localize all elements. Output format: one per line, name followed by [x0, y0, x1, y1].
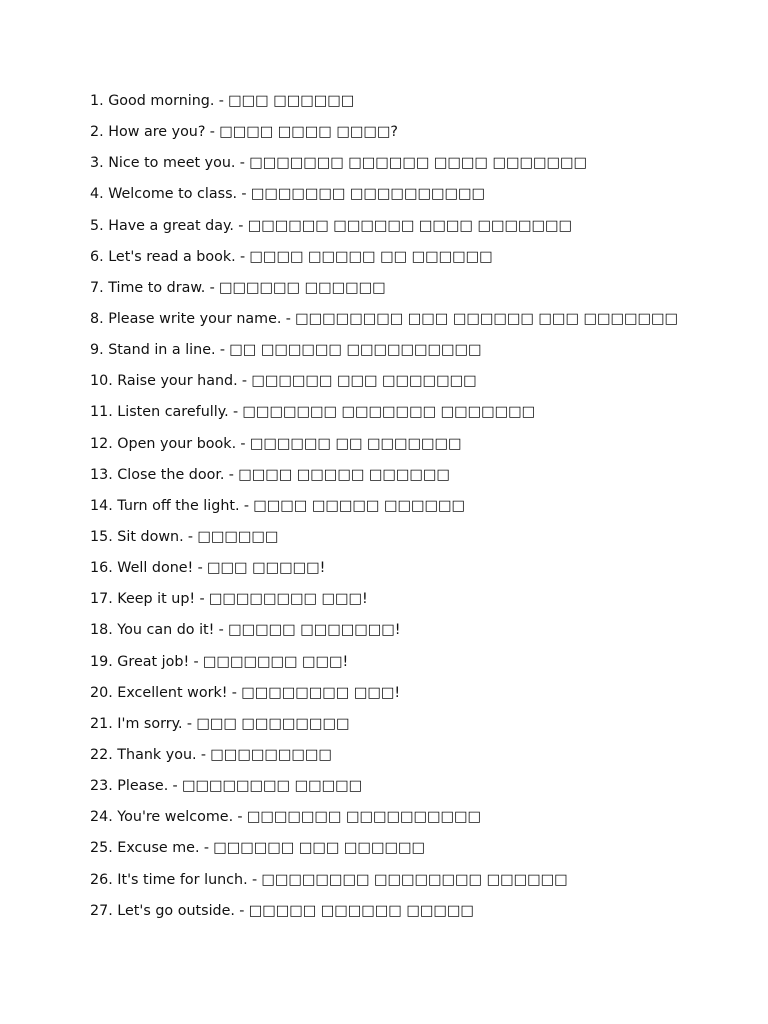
- phrase-separator: -: [219, 342, 226, 359]
- phrase-number: 14.: [90, 497, 113, 514]
- phrase-number: 15.: [90, 528, 113, 545]
- phrase-number: 27.: [90, 902, 113, 919]
- phrase-line: [90, 465, 750, 496]
- phrase-separator: -: [172, 778, 178, 795]
- phrase-line: [90, 807, 750, 838]
- phrase-number: 2.: [90, 124, 104, 141]
- phrase-english: Please write your name.: [108, 310, 282, 327]
- phrase-translation: □□□□□□□□ □□□!: [208, 591, 368, 608]
- phrase-number: 9.: [90, 342, 104, 359]
- phrase-number: 20.: [90, 684, 113, 701]
- phrase-translation: □□□□□□□□ □□□□□□□□ □□□□□□: [261, 871, 568, 888]
- phrase-separator: -: [187, 528, 194, 545]
- phrase-line: [90, 216, 750, 247]
- phrase-number: 21.: [90, 715, 113, 732]
- phrase-separator: -: [228, 466, 234, 483]
- phrase-line: [90, 776, 750, 807]
- phrase-english: Well done!: [117, 560, 194, 577]
- phrase-number: 22.: [90, 746, 113, 763]
- phrase-translation: □□□□□□: [197, 528, 279, 545]
- phrase-line: [90, 652, 750, 683]
- phrase-english: Turn off the light.: [117, 497, 240, 514]
- phrase-number: 26.: [90, 871, 113, 888]
- phrase-list: [90, 91, 750, 932]
- phrase-translation: □□□□□□□ □□□!: [202, 653, 349, 670]
- phrase-english: It's time for lunch.: [117, 871, 248, 888]
- phrase-number: 13.: [90, 466, 113, 483]
- phrase-line: [90, 620, 750, 651]
- phrase-separator: -: [186, 715, 193, 732]
- phrase-separator: -: [243, 497, 249, 514]
- phrase-english: Great job!: [117, 653, 190, 670]
- phrase-line: [90, 714, 750, 745]
- phrase-translation: □□ □□□□□□ □□□□□□□□□□: [229, 342, 482, 359]
- phrase-english: Thank you.: [117, 746, 197, 763]
- phrase-line: [90, 371, 750, 402]
- phrase-english: Excuse me.: [117, 840, 200, 857]
- phrase-line: [90, 589, 750, 620]
- phrase-translation: □□□□□□ □□□ □□□□□□□: [251, 373, 477, 390]
- phrase-english: I'm sorry.: [117, 715, 183, 732]
- phrase-translation: □□□□□□□ □□□□□□□□□□: [246, 809, 482, 826]
- phrase-number: 16.: [90, 560, 113, 577]
- phrase-line: [90, 247, 750, 278]
- phrase-english: Have a great day.: [108, 217, 234, 234]
- phrase-line: [90, 745, 750, 776]
- phrase-english: You're welcome.: [117, 809, 234, 826]
- phrase-translation: □□□□□□ □□□□□□: [219, 279, 386, 296]
- phrase-translation: □□□□□□□□□: [210, 746, 332, 763]
- phrase-separator: -: [238, 217, 244, 234]
- phrase-number: 11.: [90, 404, 113, 421]
- phrase-translation: □□□□ □□□□ □□□□?: [219, 124, 398, 141]
- phrase-english: Sit down.: [117, 528, 184, 545]
- phrase-english: How are you?: [108, 124, 206, 141]
- phrase-translation: □□□□ □□□□□ □□□□□□: [253, 497, 465, 514]
- phrase-translation: □□□□□□□□ □□□ □□□□□□ □□□ □□□□□□□: [295, 310, 679, 327]
- phrase-line: [90, 870, 750, 901]
- phrase-english: Let's read a book.: [108, 248, 236, 265]
- phrase-line: [90, 153, 750, 184]
- phrase-english: Stand in a line.: [108, 342, 216, 359]
- phrase-translation: □□□□□□□ □□□□□□ □□□□ □□□□□□□: [249, 155, 588, 172]
- phrase-number: 19.: [90, 653, 113, 670]
- phrase-separator: -: [193, 653, 199, 670]
- phrase-translation: □□□□ □□□□□ □□□□□□: [238, 466, 450, 483]
- phrase-translation: □□□□□□□ □□□□□□□ □□□□□□□: [242, 404, 536, 421]
- phrase-translation: □□□ □□□□□!: [207, 560, 326, 577]
- phrase-translation: □□□ □□□□□□□□: [196, 715, 350, 732]
- phrase-separator: -: [239, 902, 245, 919]
- phrase-line: [90, 278, 750, 309]
- phrase-number: 23.: [90, 778, 113, 795]
- phrase-line: [90, 683, 750, 714]
- phrase-english: Let's go outside.: [117, 902, 235, 919]
- phrase-number: 7.: [90, 279, 104, 296]
- phrase-line: [90, 434, 750, 465]
- phrase-separator: -: [237, 809, 243, 826]
- phrase-english: You can do it!: [117, 622, 215, 639]
- phrase-translation: □□□ □□□□□□: [228, 93, 355, 109]
- phrase-separator: -: [240, 435, 246, 452]
- phrase-separator: -: [218, 93, 224, 109]
- phrase-translation: □□□□□□□ □□□□□□□□□□: [250, 186, 485, 203]
- phrase-line: [90, 527, 750, 558]
- phrase-separator: -: [203, 840, 209, 857]
- phrase-separator: -: [200, 746, 207, 763]
- phrase-translation: □□□□□□ □□ □□□□□□□: [249, 435, 462, 452]
- phrase-english: Please.: [117, 778, 169, 795]
- phrase-number: 5.: [90, 217, 104, 234]
- phrase-english: Keep it up!: [117, 591, 196, 608]
- phrase-number: 3.: [90, 155, 104, 172]
- phrase-translation: □□□□□□ □□□□□□ □□□□ □□□□□□□: [247, 217, 573, 234]
- phrase-translation: □□□□□□□□ □□□□□: [181, 778, 363, 795]
- phrase-separator: -: [251, 871, 258, 888]
- phrase-number: 6.: [90, 248, 104, 265]
- phrase-number: 8.: [90, 310, 104, 327]
- phrase-line: [90, 122, 750, 153]
- phrase-number: 12.: [90, 435, 113, 452]
- phrase-line: [90, 309, 750, 340]
- phrase-english: Close the door.: [117, 466, 225, 483]
- phrase-separator: -: [239, 248, 246, 265]
- phrase-number: 17.: [90, 591, 113, 608]
- phrase-line: [90, 838, 750, 869]
- phrase-separator: -: [239, 155, 245, 172]
- phrase-translation: □□□□□ □□□□□□□!: [228, 622, 401, 639]
- phrase-number: 25.: [90, 840, 113, 857]
- phrase-separator: -: [199, 591, 205, 608]
- phrase-english: Nice to meet you.: [108, 155, 236, 172]
- phrase-translation: □□□□ □□□□□ □□ □□□□□□: [249, 248, 493, 265]
- phrase-english: Listen carefully.: [117, 404, 229, 421]
- phrase-separator: -: [218, 622, 224, 639]
- phrase-english: Good morning.: [108, 93, 215, 109]
- phrase-english: Raise your hand.: [117, 373, 238, 390]
- phrase-separator: -: [241, 186, 247, 203]
- phrase-english: Time to draw.: [108, 279, 206, 296]
- phrase-separator: -: [241, 373, 248, 390]
- phrase-line: [90, 91, 750, 122]
- phrase-number: 4.: [90, 186, 104, 203]
- phrase-line: [90, 402, 750, 433]
- phrase-line: [90, 901, 750, 932]
- phrase-line: [90, 340, 750, 371]
- phrase-number: 18.: [90, 622, 113, 639]
- phrase-line: [90, 496, 750, 527]
- phrase-line: [90, 184, 750, 215]
- phrase-number: 10.: [90, 373, 113, 390]
- phrase-translation: □□□□□ □□□□□□ □□□□□: [248, 902, 474, 919]
- phrase-separator: -: [285, 310, 291, 327]
- phrase-separator: -: [209, 279, 215, 296]
- phrase-separator: -: [197, 560, 203, 577]
- phrase-separator: -: [209, 124, 215, 141]
- phrase-separator: -: [231, 684, 237, 701]
- phrase-english: Welcome to class.: [108, 186, 238, 203]
- phrase-translation: □□□□□□□□ □□□!: [241, 684, 401, 701]
- phrase-translation: □□□□□□ □□□ □□□□□□: [213, 840, 425, 857]
- phrase-number: 1.: [90, 93, 104, 109]
- phrase-line: [90, 558, 750, 589]
- document-page: [90, 91, 750, 932]
- phrase-english: Open your book.: [117, 435, 237, 452]
- phrase-english: Excellent work!: [117, 684, 228, 701]
- phrase-separator: -: [232, 404, 239, 421]
- phrase-number: 24.: [90, 809, 113, 826]
